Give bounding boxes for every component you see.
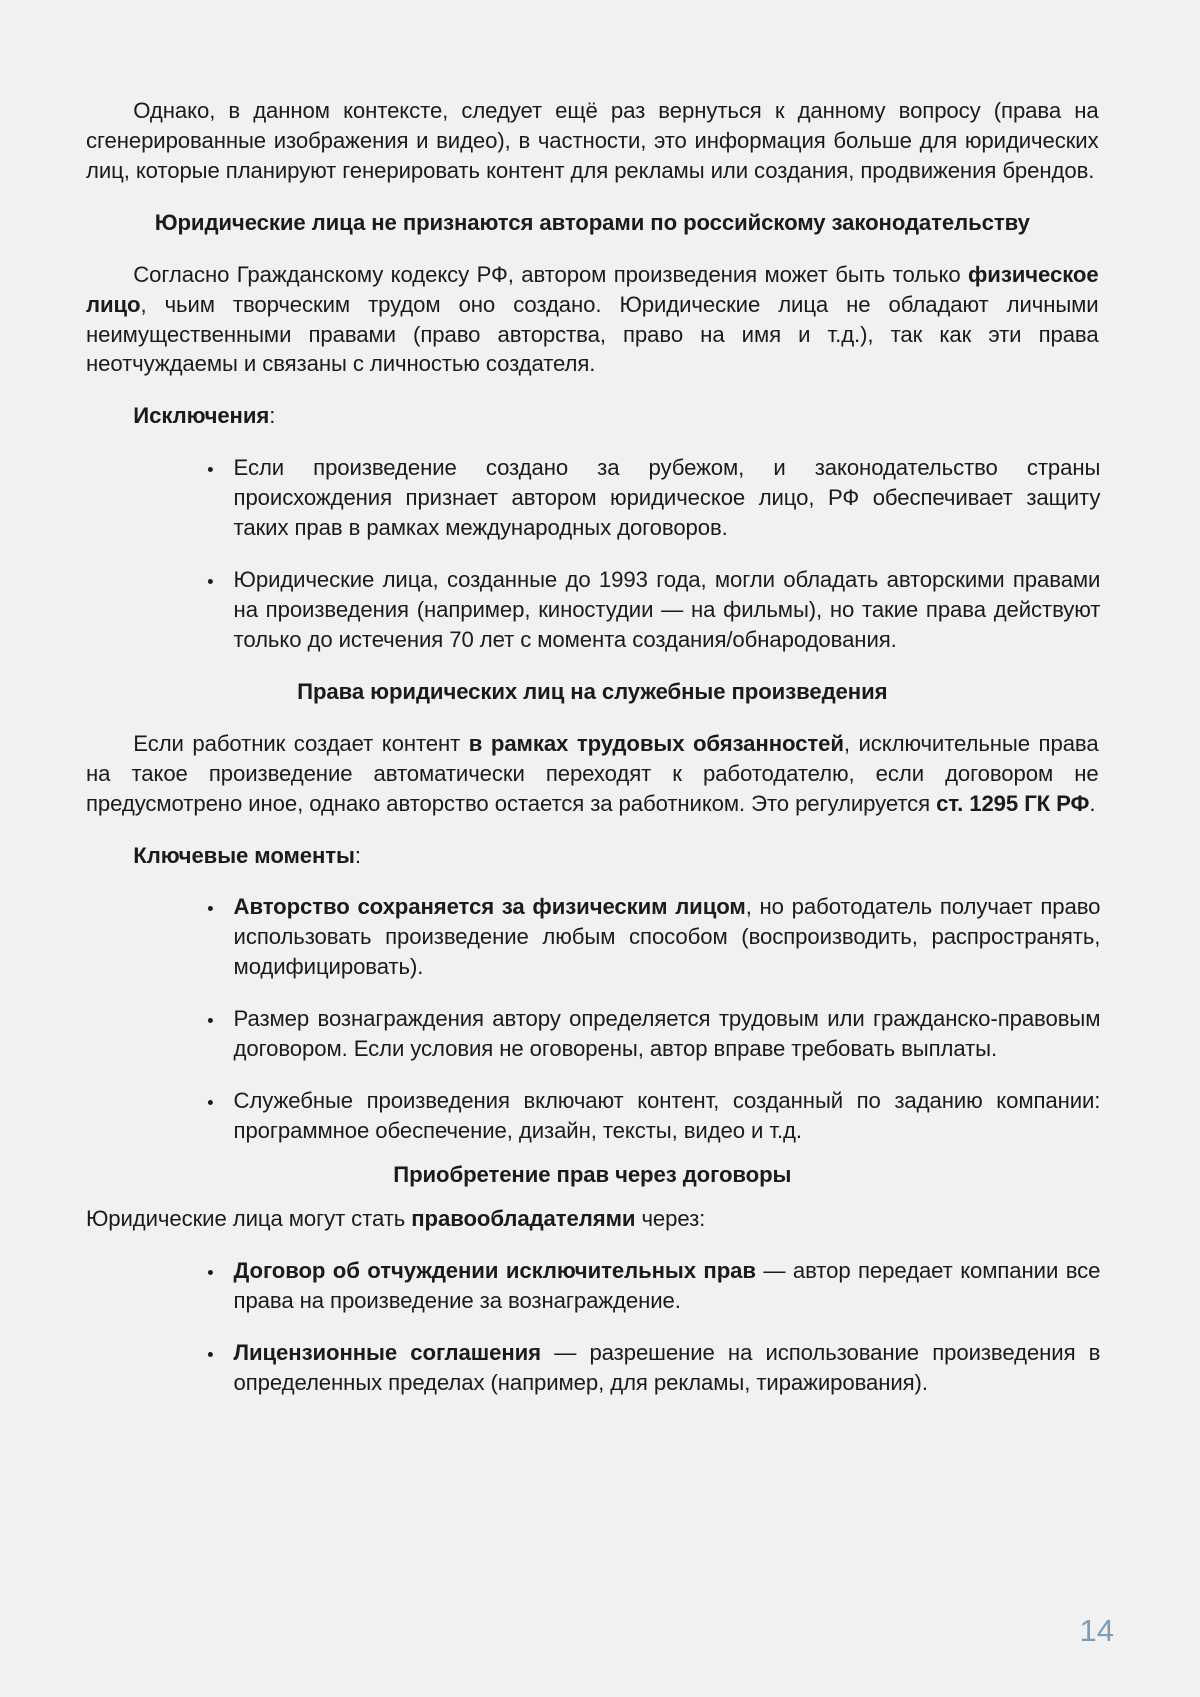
spacer — [86, 431, 1114, 453]
intro-paragraph: Однако, в данном контексте, следует ещё раз вернуться к данному вопросу (права на сгенерированные изображения и видео), в частности, это информация больше для юридических лиц, которые планируют генерировать контент для рекламы или создания, продвижения брендов. — [86, 98, 1099, 183]
section-3-list — [86, 1256, 1114, 1398]
section-3-lead — [86, 1204, 1099, 1234]
list-item — [204, 1086, 1100, 1146]
spacer — [86, 870, 1114, 892]
list-item-text: , но работодатель получает право использовать произведение любым способом (воспроизводить, распространять, модифицировать). — [233, 894, 1101, 980]
list-item — [204, 892, 1100, 982]
section-1-paragraph-text-1: Согласно Гражданскому кодексу РФ, автором произведения может быть только — [133, 261, 969, 287]
list-item-bold: Авторство сохраняется за физическим лицом — [233, 894, 746, 920]
section-3-lead-bold: правообладателями — [411, 1205, 636, 1231]
section-2-paragraph — [86, 729, 1099, 819]
page-content — [86, 96, 1114, 1397]
section-2-paragraph-text-2: , исключительные права на такое произведение автоматически переходят к работодателю, если договором не предусмотрено иное, однако авторство остается за работником. Это регулируется — [86, 730, 1099, 816]
key-points-list — [86, 892, 1114, 1145]
section-3-lead-text-2: через: — [635, 1205, 706, 1231]
list-item: Если произведение создано за рубежом, и законодательство страны происхождения признает автором юридическое лицо, РФ обеспечивает защиту таких прав в рамках международных договоров. — [204, 453, 1100, 543]
page-number: 14 — [1079, 1613, 1114, 1648]
exceptions-list — [86, 453, 1114, 655]
spacer — [86, 819, 1114, 841]
list-item-text: Служебные произведения включают контент, созданный по заданию компании: программное обеспечение, дизайн, тексты, видео и т.д. — [233, 1088, 1101, 1143]
section-2-heading: Права юридических лиц на служебные произведения — [297, 678, 888, 704]
section-2-paragraph-text-1: Если работник создает контент — [133, 730, 469, 756]
list-item-text: — автор передает компании все права на произведение за вознаграждение. — [233, 1257, 1101, 1313]
spacer — [86, 1146, 1114, 1160]
spacer — [86, 238, 1114, 260]
list-item — [204, 1256, 1100, 1316]
key-points-label-suffix: : — [354, 842, 361, 868]
section-1-paragraph-text-2: , чьим творческим трудом оно создано. Юридические лица не обладают личными неимущественными правами (право авторства, право на имя и т.д.), так как эти права неотчуждаемы и связаны с личностью создателя. — [86, 291, 1099, 377]
section-3-lead-text-1: Юридические лица могут стать — [86, 1205, 412, 1231]
section-1-paragraph-bold-1: физическое лицо — [86, 261, 1099, 317]
spacer — [86, 655, 1114, 677]
key-points-label — [86, 841, 1099, 871]
list-item: Юридические лица, созданные до 1993 года, могли обладать авторскими правами на произведения (например, киностудии — на фильмы), но такие права действуют только до истечения 70 лет с момента создания/обнародования. — [204, 565, 1100, 655]
list-item-text: — разрешение на использование произведения в определенных пределах (например, для рекламы, тиражирования). — [233, 1339, 1101, 1395]
spacer — [86, 186, 1114, 208]
section-2-paragraph-bold-2: ст. 1295 ГК РФ — [936, 790, 1090, 816]
list-item-bold: Лицензионные соглашения — [233, 1339, 541, 1365]
exceptions-label-bold: Исключения — [133, 403, 270, 429]
spacer — [86, 1190, 1114, 1204]
section-1-paragraph — [86, 260, 1099, 380]
list-item-text: Размер вознаграждения автору определяется трудовым или гражданско-правовым договором. Если условия не оговорены, автор вправе требовать выплаты. — [233, 1006, 1101, 1062]
spacer — [86, 1234, 1114, 1256]
section-2-paragraph-text-3: . — [1089, 790, 1096, 816]
spacer — [86, 707, 1114, 729]
list-item — [204, 1338, 1100, 1398]
spacer — [86, 379, 1114, 401]
key-points-label-bold: Ключевые моменты — [133, 842, 355, 868]
section-1-heading: Юридические лица не признаются авторами по российскому законодательству — [154, 209, 1030, 235]
exceptions-label — [86, 401, 1099, 431]
list-item-bold: Договор об отчуждении исключительных прав — [233, 1257, 756, 1283]
section-2-paragraph-bold-1: в рамках трудовых обязанностей — [468, 730, 844, 756]
section-3-heading: Приобретение прав через договоры — [393, 1161, 792, 1187]
exceptions-label-suffix: : — [269, 403, 276, 429]
list-item — [204, 1004, 1100, 1064]
